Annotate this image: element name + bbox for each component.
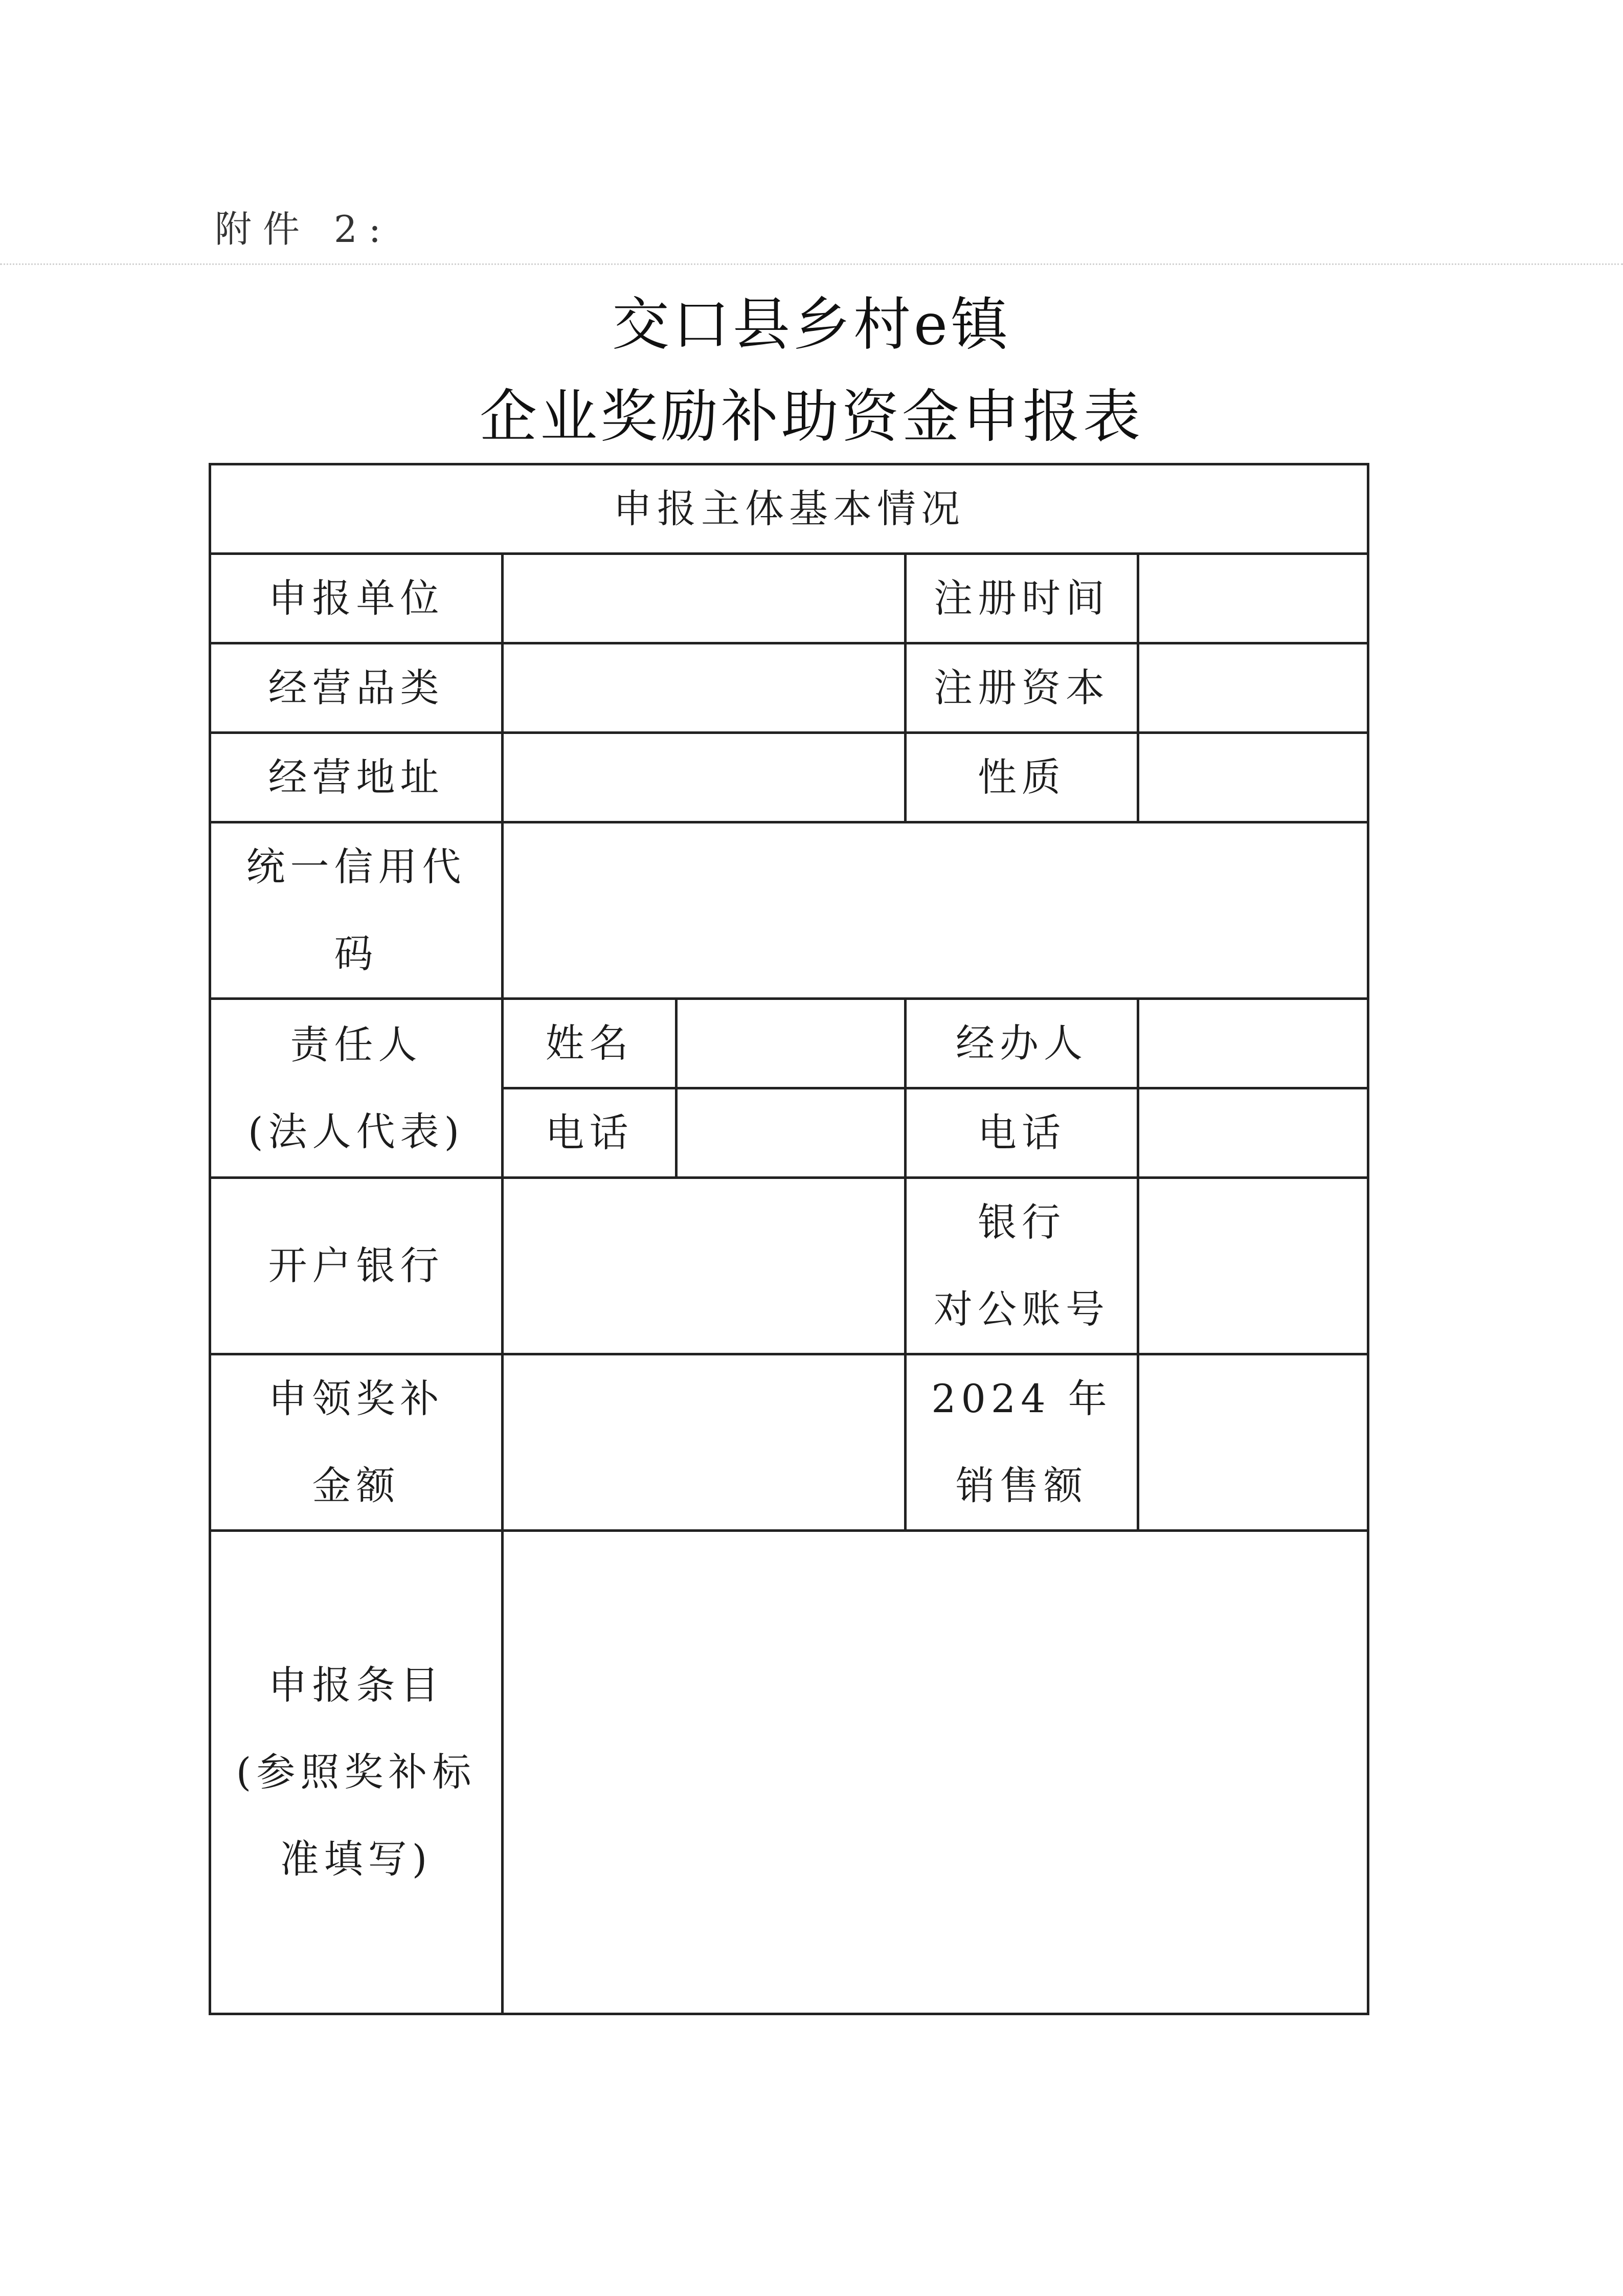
responsible-person-label [210,999,503,1178]
handler-field[interactable] [1138,999,1368,1088]
form-title-line1: 交口县乡村e镇 [612,292,1011,358]
name-label: 姓名 [503,999,677,1088]
handler-label: 经办人 [906,999,1138,1088]
business-category-field[interactable] [503,643,906,733]
business-address-label: 经营地址 [210,733,503,822]
subsidy-amount-label-line1: 申领奖补 [268,1376,444,1421]
responsible-person-label-line1: 责任人 [290,1021,422,1067]
phone-field[interactable] [677,1088,906,1178]
registered-capital-field[interactable] [1138,643,1368,733]
registration-time-field[interactable] [1138,554,1368,643]
handler-phone-field[interactable] [1138,1088,1368,1178]
bank-account-field[interactable] [1138,1178,1368,1354]
nature-label: 性质 [906,733,1138,822]
form-title-line2: 企业奖励补助资金申报表 [480,384,1143,450]
bank-label: 开户银行 [210,1178,503,1354]
sales-label [906,1354,1138,1531]
application-items-label-line2: (参照奖补标 [236,1749,477,1795]
credit-code-label [210,822,503,999]
application-items-label-line1: 申报条目 [268,1662,444,1708]
sales-field[interactable] [1138,1354,1368,1531]
attachment-label: 附件 2: [215,208,392,251]
subsidy-amount-field[interactable] [503,1354,906,1531]
registration-time-label: 注册时间 [906,554,1138,643]
sales-label-line2: 销售额 [956,1463,1088,1508]
sales-label-line1: 2024 年 [931,1376,1112,1421]
section-title: 申报主体基本情况 [210,464,1368,554]
applicant-unit-field[interactable] [503,554,906,643]
bank-account-label-line1: 银行 [978,1199,1066,1245]
bank-field[interactable] [503,1178,906,1354]
bank-account-label-line2: 对公账号 [934,1286,1110,1332]
phone-label: 电话 [503,1088,677,1178]
credit-code-label-line2: 码 [334,931,378,976]
subsidy-amount-label-line2: 金额 [312,1463,400,1508]
business-address-field[interactable] [503,733,906,822]
registered-capital-label: 注册资本 [906,643,1138,733]
applicant-unit-label: 申报单位 [210,554,503,643]
nature-field[interactable] [1138,733,1368,822]
credit-code-label-line1: 统一信用代 [246,844,466,889]
application-items-field[interactable] [503,1531,1368,2014]
name-field[interactable] [677,999,906,1088]
responsible-person-label-line2: (法人代表) [247,1108,465,1154]
application-form-table [209,463,1369,2015]
handler-phone-label: 电话 [906,1088,1138,1178]
application-items-label-line3: 准填写) [280,1836,433,1882]
business-category-label: 经营品类 [210,643,503,733]
scan-divider [0,263,1623,265]
credit-code-field[interactable] [503,822,1368,999]
subsidy-amount-label [210,1354,503,1531]
bank-account-label [906,1178,1138,1354]
application-items-label [210,1531,503,2014]
